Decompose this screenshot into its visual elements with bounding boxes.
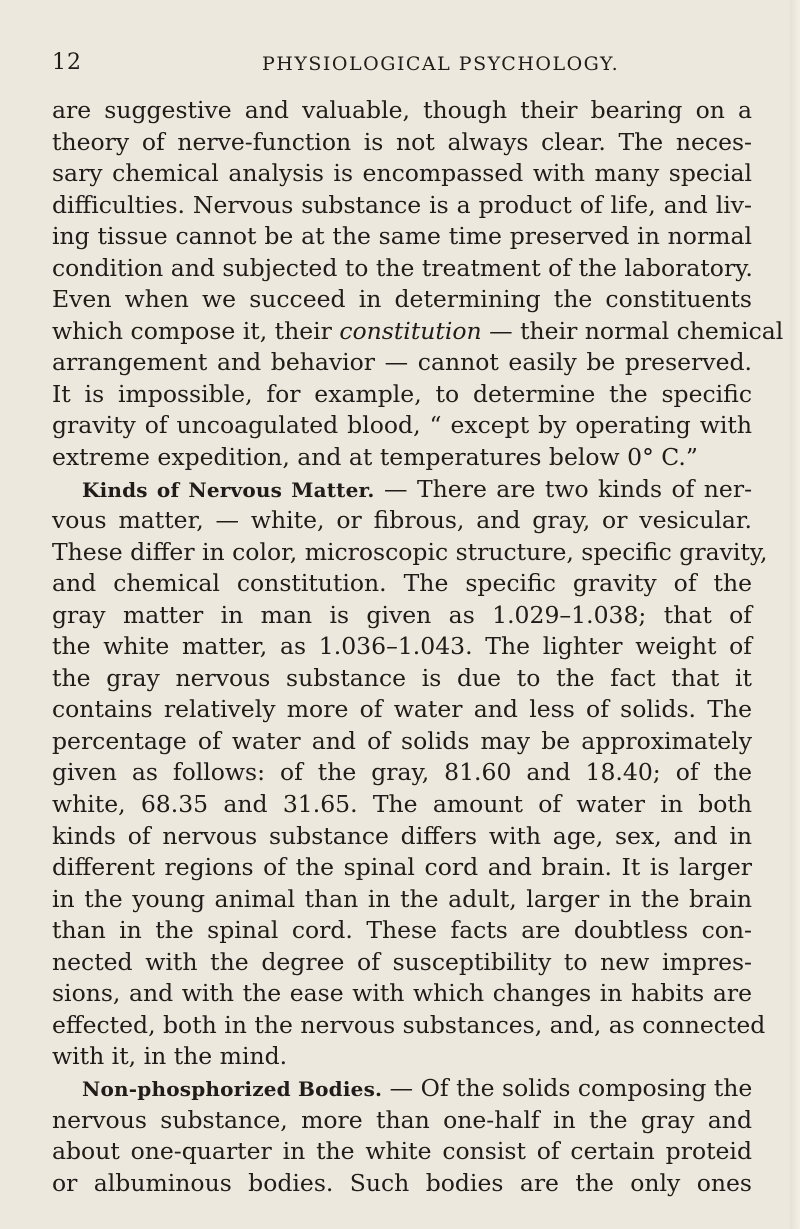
section-heading-line: Non-phosphorized Bodies. — Of the solids composing the [82, 1073, 753, 1102]
text-line: or albuminous bodies. Such bodies are the only ones [52, 1168, 752, 1197]
page-header [52, 50, 760, 86]
text-line: effected, both in the nervous substances, and, as connected [52, 1010, 766, 1039]
page-edge [790, 0, 800, 1229]
text-line: kinds of nervous substance differs with age, sex, and in [52, 821, 752, 850]
text-line: nervous substance, more than one-half in the gray and [52, 1105, 752, 1134]
running-head: PHYSIOLOGICAL PSYCHOLOGY. [262, 53, 620, 75]
text-line: These differ in color, microscopic structure, specific gravity, [52, 537, 768, 566]
text-line: gray matter in man is given as 1.029–1.038; that of [52, 600, 752, 629]
text-line: percentage of water and of solids may be approximately [52, 726, 752, 755]
text-line: sary chemical analysis is encompassed with many special [52, 159, 752, 188]
text-line: given as follows: of the gray, 81.60 and 18.40; of the [52, 758, 752, 787]
text-line: are suggestive and valuable, though their bearing on a [52, 96, 752, 124]
text-line: than in the spinal cord. These facts are doubtless con- [52, 916, 752, 945]
text-line: about one-quarter in the white consist of certain proteid [52, 1137, 752, 1166]
text-line: condition and subjected to the treatment of the laboratory. [52, 253, 753, 282]
text-line: nected with the degree of susceptibility to new impres- [52, 947, 752, 976]
text-line: vous matter, — white, or fibrous, and gray, or vesicular. [52, 506, 752, 535]
text-line: with it, in the mind. [52, 1042, 288, 1071]
section-heading: Non-phosphorized Bodies. [82, 1076, 383, 1101]
text-line: in the young animal than in the adult, larger in the brain [52, 884, 752, 913]
page-number: 12 [52, 50, 82, 75]
italic-term: constitution [339, 316, 482, 345]
text-line: It is impossible, for example, to determine the specific [52, 379, 752, 408]
text-line: the gray nervous substance is due to the fact that it [52, 663, 752, 692]
section-heading-line: Kinds of Nervous Matter. — There are two kinds of ner- [82, 474, 753, 503]
text-line: white, 68.35 and 31.65. The amount of water in both [52, 790, 752, 819]
text-line: gravity of uncoagulated blood, “ except by operating with [52, 411, 752, 440]
text-line: difficulties. Nervous substance is a product of life, and liv- [52, 190, 752, 219]
text-line: ing tissue cannot be at the same time preserved in normal [52, 222, 752, 251]
text-line: the white matter, as 1.036–1.043. The lighter weight of [52, 632, 752, 661]
body-text [52, 95, 784, 1199]
text-line: which compose it, their constitution — their normal chemical [52, 316, 784, 345]
text-line: Even when we succeed in determining the constituents [52, 285, 752, 314]
text-line: and chemical constitution. The specific gravity of the [52, 569, 752, 598]
section-heading: Kinds of Nervous Matter. [82, 477, 375, 502]
text-line: contains relatively more of water and less of solids. The [52, 695, 752, 724]
text-line: sions, and with the ease with which changes in habits are [52, 979, 752, 1008]
text-line: arrangement and behavior — cannot easily be preserved. [52, 348, 752, 377]
text-line: different regions of the spinal cord and brain. It is larger [52, 853, 752, 882]
text-line: extreme expedition, and at temperatures below 0° C.” [52, 443, 698, 472]
text-line: theory of nerve-function is not always clear. The neces- [52, 127, 752, 156]
